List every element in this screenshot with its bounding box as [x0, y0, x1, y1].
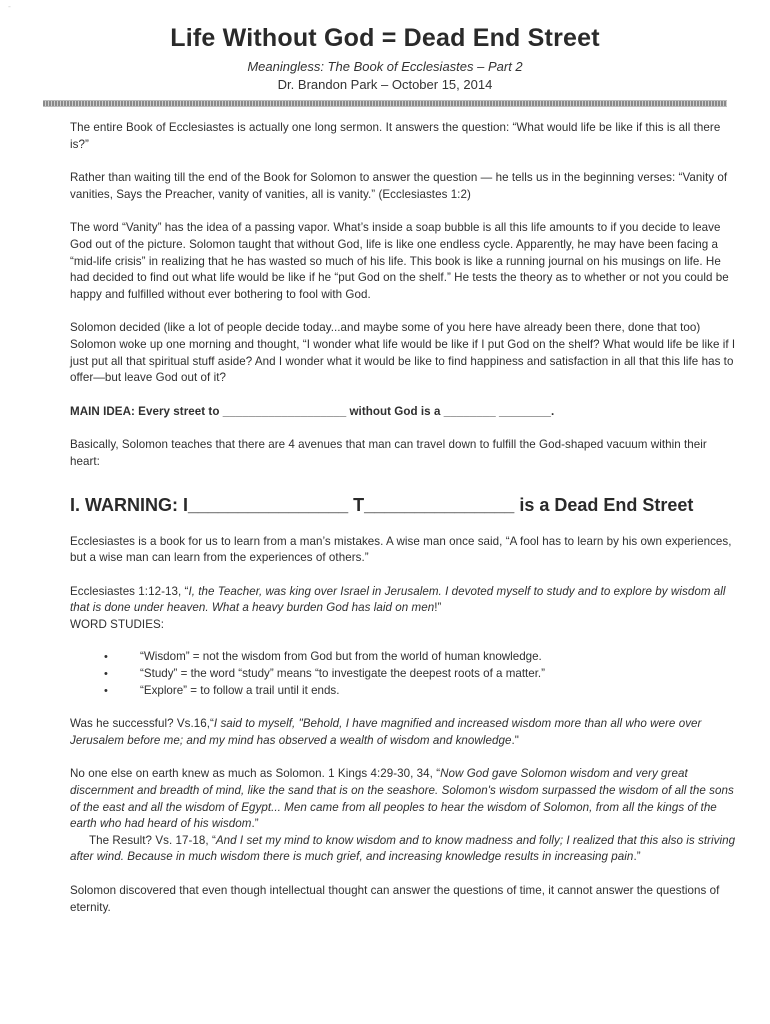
header-divider	[43, 100, 727, 107]
verse-reference: Ecclesiastes 1:12-13, “	[70, 584, 189, 598]
verse-reference: No one else on earth knew as much as Solomon. 1 Kings 4:29-30, 34, “	[70, 767, 441, 781]
verse-reference: Was he successful? Vs.16,“	[70, 717, 214, 731]
bullet-icon: •	[104, 651, 108, 664]
document-body	[70, 120, 738, 916]
paragraph-vanity-meaning: The word “Vanity” has the idea of a passing vapor. What’s inside a soap bubble is all this life amounts to if you decide to leave God out of the picture. Solomon taught that without God, life is like one endless cycle. Apparently, he may have been facing a “mid-life crisis” in realizing that he has wasted so much of his life. This book is like a running journal on his musings on life. He had decided to find out what life would be like if he “put God on the shelf.” He tests the theory as to whether or not you could be happy and fulfilled without ever bothering to fool with God.	[70, 221, 729, 301]
section-heading-warning: I. WARNING: I________________ T_______________ is a Dead End Street	[70, 494, 694, 515]
paragraph-solomon-decided: Solomon decided (like a lot of people decide today...and maybe some of you here have already been there, done that too) Solomon woke up one morning and thought, “I wonder what life would be like if I put God on the shelf? What would life be like if I just put all that spiritual stuff aside? And I wonder what it would be like to find happiness and satisfaction in all that this life has to offer—but leave God out of it?	[70, 321, 736, 385]
verse-quote: I said to myself, "Behold, I have magnified and increased wisdom more than all who were over Jerusalem before me; and my mind has observed a wealth of wisdom and knowledge	[70, 717, 702, 747]
main-idea-line: MAIN IDEA: Every street to ___________________ without God is a ________ ________.	[70, 404, 555, 418]
list-item: • “Explore” = to follow a trail until it ends.	[70, 683, 738, 700]
word-studies-label: WORD STUDIES:	[70, 617, 165, 631]
paragraph-the-result	[70, 833, 738, 866]
list-item: • “Study” = the word “study” means “to investigate the deepest roots of a matter.”	[70, 666, 738, 683]
paragraph-conclusion: Solomon discovered that even though intellectual thought can answer the questions of time, it cannot answer the questions of eternity.	[70, 884, 720, 914]
document-header	[0, 0, 770, 107]
document-subtitle: Meaningless: The Book of Ecclesiastes – Part 2	[247, 59, 523, 74]
paragraph-intro: The entire Book of Ecclesiastes is actually one long sermon. It answers the question: “What would life be like if this is all there is?”	[70, 121, 721, 151]
verse-quote-end: ."	[511, 733, 519, 747]
verse-quote: Now God gave Solomon wisdom and very great discernment and breadth of mind, like the sand that is on the seashore. Solomon's wisdom surpassed the wisdom of all the sons of the east and all the wisdom of Egypt... Men came from all peoples to hear the wisdom of Solomon, from all the kings of the earth who had heard of his wisdom	[70, 767, 734, 831]
verse-quote: I, the Teacher, was king over Israel in Jerusalem. I devoted myself to study and to explore by wisdom all that is done under heaven. What a heavy burden God has laid on men	[70, 584, 726, 615]
verse-quote-end: !”	[434, 601, 442, 615]
paragraph-vanity-verse: Rather than waiting till the end of the Book for Solomon to answer the question — he tells us in the beginning verses: “Vanity of vanities, Says the Preacher, vanity of vanities, all is vanity.” (Ecclesiastes 1:2)	[70, 171, 728, 201]
list-item: • “Wisdom” = not the wisdom from God but from the world of human knowledge.	[70, 649, 738, 666]
word-studies-list	[70, 649, 738, 699]
paragraph-1-kings-4	[70, 766, 738, 832]
paragraph-four-avenues: Basically, Solomon teaches that there are 4 avenues that man can travel down to fulfill the God-shaped vacuum within their heart:	[70, 438, 707, 468]
verse-quote-end: .”	[251, 817, 259, 831]
paragraph-ecclesiastes-1-12	[70, 584, 738, 617]
paragraph-learn-from-mistakes: Ecclesiastes is a book for us to learn from a man’s mistakes. A wise man once said, “A fool has to learn by his own experiences, but a wise man can learn from the experiences of others.”	[70, 534, 732, 565]
corner-mark: -	[8, 2, 11, 11]
author-date-line: Dr. Brandon Park – October 15, 2014	[277, 77, 493, 92]
bullet-icon: •	[104, 668, 108, 681]
verse-quote: And I set my mind to know wisdom and to know madness and folly; I realized that this also is striving after wind. Because in much wisdom there is much grief, and increasing knowledge results in increasing pain	[70, 833, 736, 864]
verse-quote-end: .”	[633, 850, 641, 864]
document-title: Life Without God = Dead End Street	[170, 24, 600, 52]
paragraph-was-he-successful	[70, 716, 738, 749]
bullet-icon: •	[104, 684, 108, 697]
verse-reference: The Result? Vs. 17-18, “	[89, 833, 216, 847]
